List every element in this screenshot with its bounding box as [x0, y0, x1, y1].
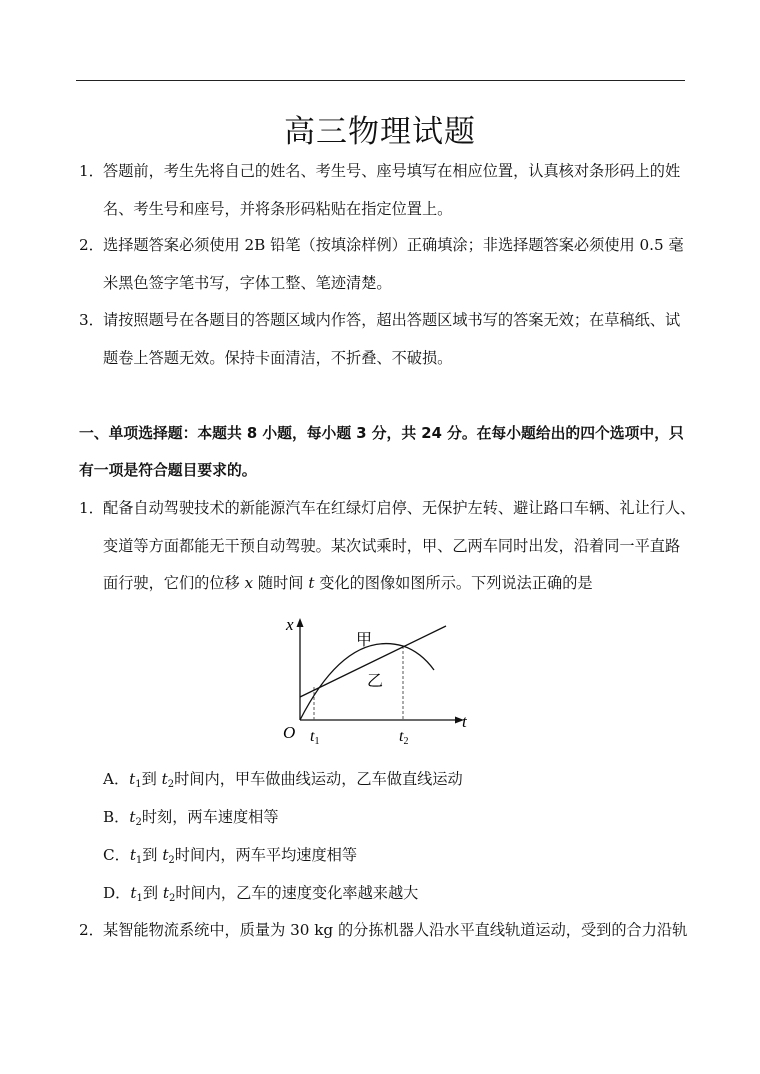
option-d[interactable]: D．$t_1$到 $t_2$时间内，乙车的速度变化率越来越大 — [103, 884, 419, 904]
t1-label: t1 — [310, 728, 320, 747]
section-heading: 一、单项选择题：本题共 8 小题，每小题 3 分，共 24 分。在每小题给出的四个选项中，只 — [79, 425, 684, 442]
option-a[interactable]: A．$t_1$到 $t_2$时间内，甲车做曲线运动，乙车做直线运动 — [103, 770, 463, 790]
origin-label: O — [283, 723, 296, 742]
instruction-line: 米黑色签字笔书写，字体工整、笔迹清楚。 — [103, 274, 392, 292]
y-axis-label: x — [286, 615, 294, 634]
x-axis-label: t — [462, 712, 467, 731]
instruction-line: 名、考生号和座号，并将条形码粘贴在指定位置上。 — [103, 200, 453, 218]
question-number: 1． — [79, 499, 104, 517]
option-b[interactable]: B．$t_2$时刻，两车速度相等 — [103, 808, 279, 828]
header-rule — [76, 80, 685, 81]
instruction-number: 3． — [79, 311, 104, 329]
question-text: 面行驶，它们的位移 x 随时间 t 变化的图像如图所示。下列说法正确的是 — [103, 574, 593, 592]
option-c[interactable]: C．$t_1$到 $t_2$时间内，两车平均速度相等 — [103, 846, 358, 866]
page-title: 高三物理试题 — [284, 114, 476, 150]
t2-label: t2 — [399, 728, 409, 747]
question-text: 变道等方面都能无干预自动驾驶。某次试乘时，甲、乙两车同时出发，沿着同一平直路 — [103, 537, 681, 555]
question-text: 某智能物流系统中，质量为 30 kg 的分拣机器人沿水平直线轨道运动，受到的合力沿轨 — [103, 921, 688, 939]
instruction-line: 请按照题号在各题目的答题区域内作答，超出答题区域书写的答案无效；在草稿纸、试 — [103, 311, 681, 329]
instruction-line: 选择题答案必须使用 2B 铅笔（按填涂样例）正确填涂；非选择题答案必须使用 0.5 毫 — [103, 236, 684, 254]
curve-label-jia: 甲 — [356, 632, 373, 649]
instruction-line: 题卷上答题无效。保持卡面清洁，不折叠、不破损。 — [103, 349, 453, 367]
instruction-number: 2． — [79, 236, 104, 254]
y-axis-arrow — [297, 618, 304, 627]
instruction-line: 答题前，考生先将自己的姓名、考生号、座号填写在相应位置，认真核对条形码上的姓 — [103, 162, 681, 180]
section-heading-cont: 有一项是符合题目要求的。 — [79, 462, 257, 479]
line-label-yi: 乙 — [367, 673, 384, 690]
question-number: 2． — [79, 921, 104, 939]
x-t-graph — [276, 610, 486, 750]
instruction-number: 1． — [79, 162, 104, 180]
question-text: 配备自动驾驶技术的新能源汽车在红绿灯启停、无保护左转、避让路口车辆、礼让行人、 — [103, 499, 696, 517]
